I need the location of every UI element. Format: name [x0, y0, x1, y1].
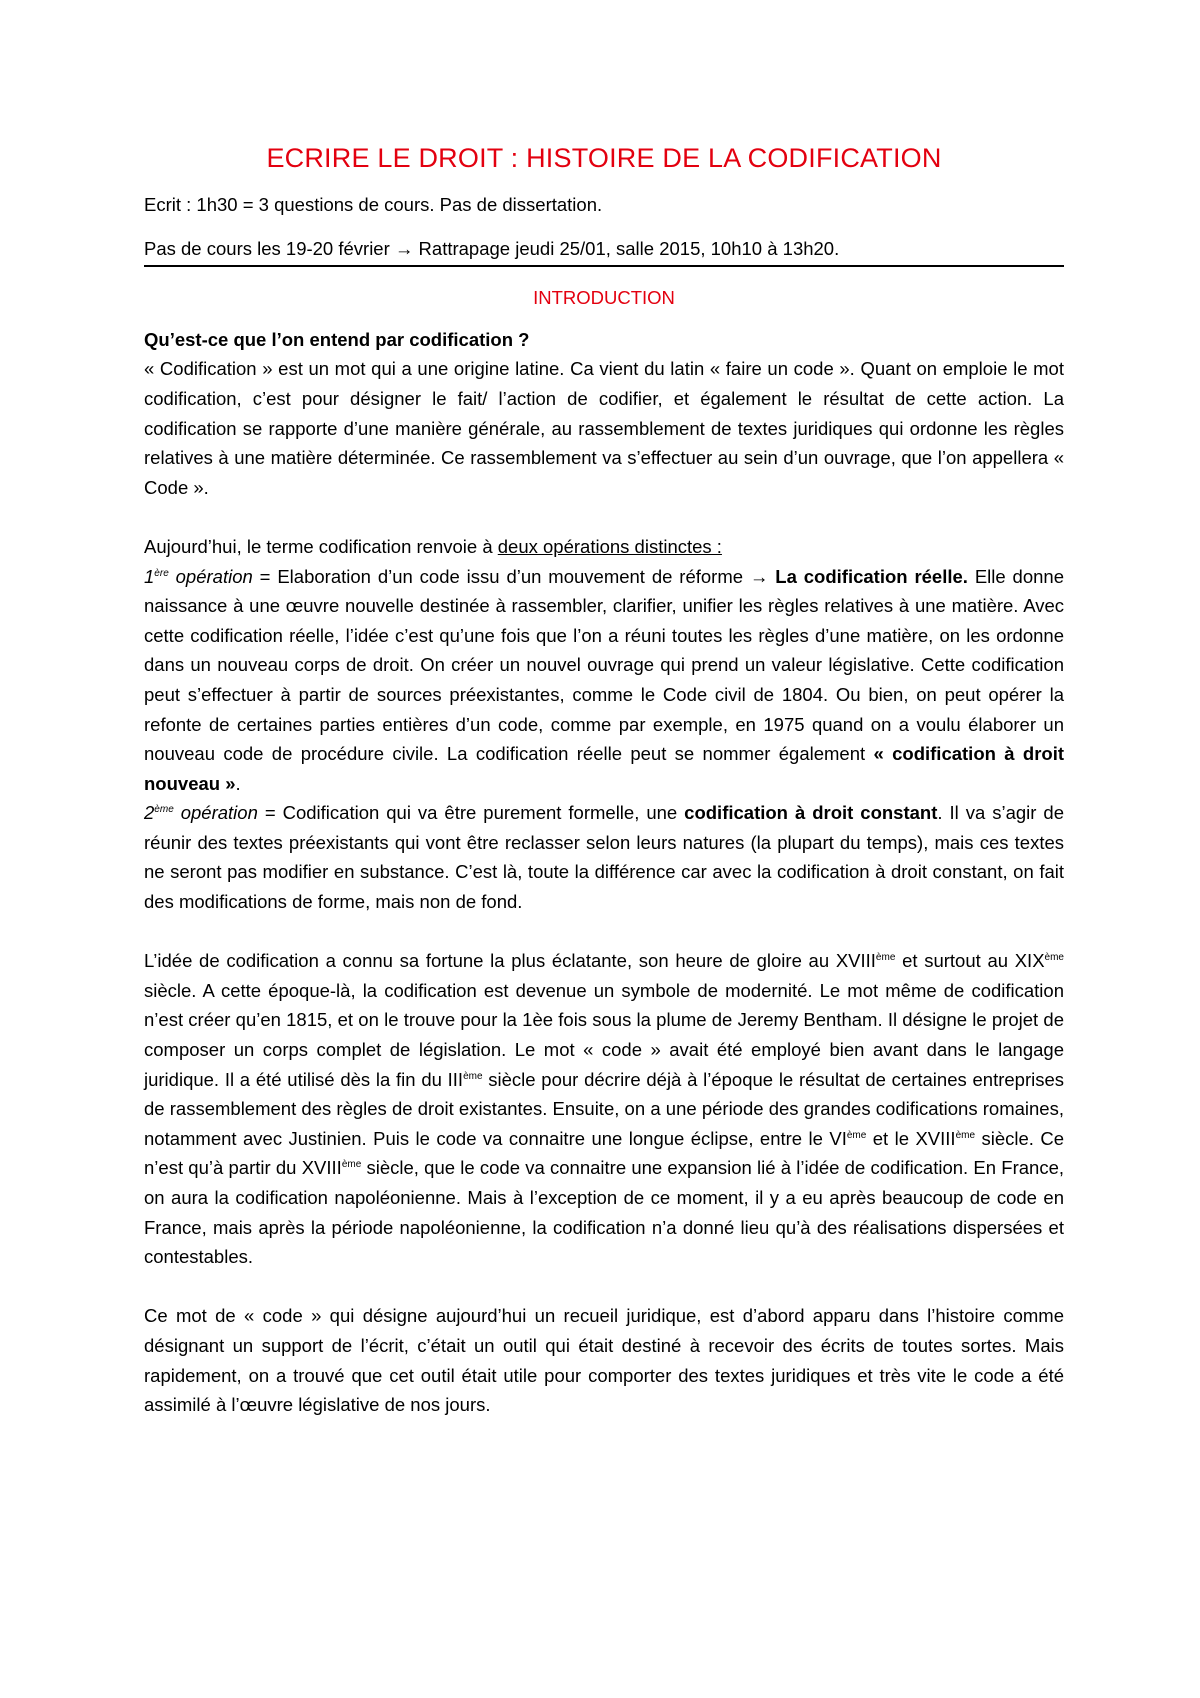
op2-text1: = Codification qui va être purement formelle, une	[257, 802, 685, 824]
history-sup-4: ème	[846, 1129, 867, 1141]
paragraph-codification-origin: « Codification » est un mot qui a une origine latine. Ca vient du latin « faire un code ». Quant on emploie le mot codification, c’est pour désigner le fait/ l’action de codifier, et également le résultat de cette action. La codification se rapporte d’une manière générale, au rassemblement de textes juridiques qui ordonne les règles relatives à une matière déterminée. Ce rassemblement va s’effectuer au sein d’un ouvrage, que l’on appellera « Code ».	[144, 358, 1064, 498]
history-text-b: et surtout au XIX	[895, 950, 1045, 972]
op1-end: .	[235, 772, 241, 794]
paragraph-operation-1	[144, 562, 1064, 799]
paragraph-two-operations-intro	[144, 532, 1064, 562]
history-text-d: siècle pour décrire déjà à l’époque le résultat de certaines entreprises de rassemblement des règles de droit existantes. Ensuite, on a une période des grandes codifications romaines, notamment avec Justinien. Puis le code va connaitre une longue éclipse, entre le VI	[144, 1068, 1065, 1149]
paragraph-operation-2	[144, 798, 1064, 916]
op1-sup: ère	[154, 567, 169, 579]
paragraph-spacer	[144, 917, 1064, 947]
section-title-introduction: INTRODUCTION	[533, 287, 675, 309]
document-title: ECRIRE LE DROIT : HISTOIRE DE LA CODIFICATION	[266, 143, 942, 173]
history-sup-5: ème	[955, 1129, 976, 1141]
history-text-f: siècle. Ce n’est qu’à partir du XVIII	[144, 1127, 1064, 1179]
history-sup-1: ème	[875, 952, 896, 964]
history-sup-2: ème	[1044, 952, 1064, 964]
op1-label-text: opération	[168, 565, 253, 587]
rattrapage-notice	[144, 234, 1064, 268]
op2-label	[144, 802, 258, 823]
op2-sup: ème	[154, 804, 174, 816]
op1-text2: Elle donne naissance à une œuvre nouvelle destinée à rassembler, clarifier, unifier les règles relatives à une matière. Avec cette codification réelle, l’idée c’est qu’une fois que l’on a réuni toutes les règles d’une matière, on les ordonne dans un nouveau corps de droit. On créer un nouvel ouvrage qui prend un valeur législative. Cette codification peut s’effectuer à partir de sources préexistantes, comme le Code civil de 1804. Ou bien, on peut opérer la refonte de certaines parties entières d’un code, comme par exemple, en 1975 quand on a voulu élaborer un nouveau code de procédure civile. La codification réelle peut se nommer également	[144, 565, 1064, 765]
history-sup-6: ème	[341, 1159, 362, 1171]
rattrapage-after: Rattrapage jeudi 25/01, salle 2015, 10h10 à 13h20.	[413, 237, 840, 259]
op2-num: 2	[144, 802, 155, 824]
history-sup-3: ème	[463, 1070, 483, 1082]
paragraph-spacer	[144, 502, 1064, 532]
question-title: Qu’est-ce que l’on entend par codification ?	[144, 328, 530, 350]
history-text-c: siècle. A cette époque-là, la codification est devenue un symbole de modernité. Le mot même de codification n’est créer qu’en 1815, et on le trouve pour la 1èe fois sous la plume de Jeremy Bentham. Il désigne le projet de composer un corps complet de législation. Le mot « code » avait été employé bien avant dans le langage juridique. Il a été utilisé dès la fin du III	[144, 979, 1064, 1090]
two-ops-underlined: deux opérations distinctes :	[497, 535, 722, 557]
paragraph-history	[144, 946, 1064, 1272]
op1-label	[144, 566, 253, 587]
exam-info: Ecrit : 1h30 = 3 questions de cours. Pas de dissertation.	[144, 194, 603, 215]
op1-bold: La codification réelle.	[768, 565, 968, 587]
history-text-g: siècle, que le code va connaitre une expansion lié à l’idée de codification. En France, on aura la codification napoléonienne. Mais à l’exception de ce moment, il y a eu après beaucoup de code en France, mais après la période napoléonienne, la codification n’a donné lieu qu’à des réalisations dispersées et contestables.	[144, 1157, 1064, 1268]
op2-text2: . Il va s’agir de réunir des textes préexistants qui vont être reclasser selon leurs natures (la plupart du temps), mais ces textes ne seront pas modifier en substance. C’est là, toute la différence car avec la codification à droit constant, on fait des modifications de forme, mais non de fond.	[144, 802, 1064, 913]
right-arrow-icon: →	[394, 237, 414, 259]
op2-label-text: opération	[173, 802, 258, 824]
rattrapage-before: Pas de cours les 19-20 février	[144, 237, 395, 259]
op1-num: 1	[144, 565, 155, 587]
right-arrow-icon: →	[749, 565, 769, 587]
op2-bold: codification à droit constant	[684, 802, 938, 824]
history-text-e: et le XVIII	[866, 1127, 956, 1149]
paragraph-spacer	[144, 1272, 1064, 1302]
two-ops-intro-text: Aujourd’hui, le terme codification renvoie à	[144, 535, 498, 557]
op1-text1: = Elaboration d’un code issu d’un mouvement de réforme	[252, 565, 750, 587]
paragraph-code-support: Ce mot de « code » qui désigne aujourd’hui un recueil juridique, est d’abord apparu dans l’histoire comme désignant un support de l’écrit, c’était un outil qui était destiné à recevoir des écrits de toutes sortes. Mais rapidement, on a trouvé que cet outil était utile pour comporter des textes juridiques et très vite le code a été assimilé à l’œuvre législative de nos jours.	[144, 1305, 1064, 1416]
history-text-a: L’idée de codification a connu sa fortune la plus éclatante, son heure de gloire au XVIII	[144, 950, 876, 972]
op1-bold2: « codification à droit nouveau »	[144, 743, 1064, 794]
